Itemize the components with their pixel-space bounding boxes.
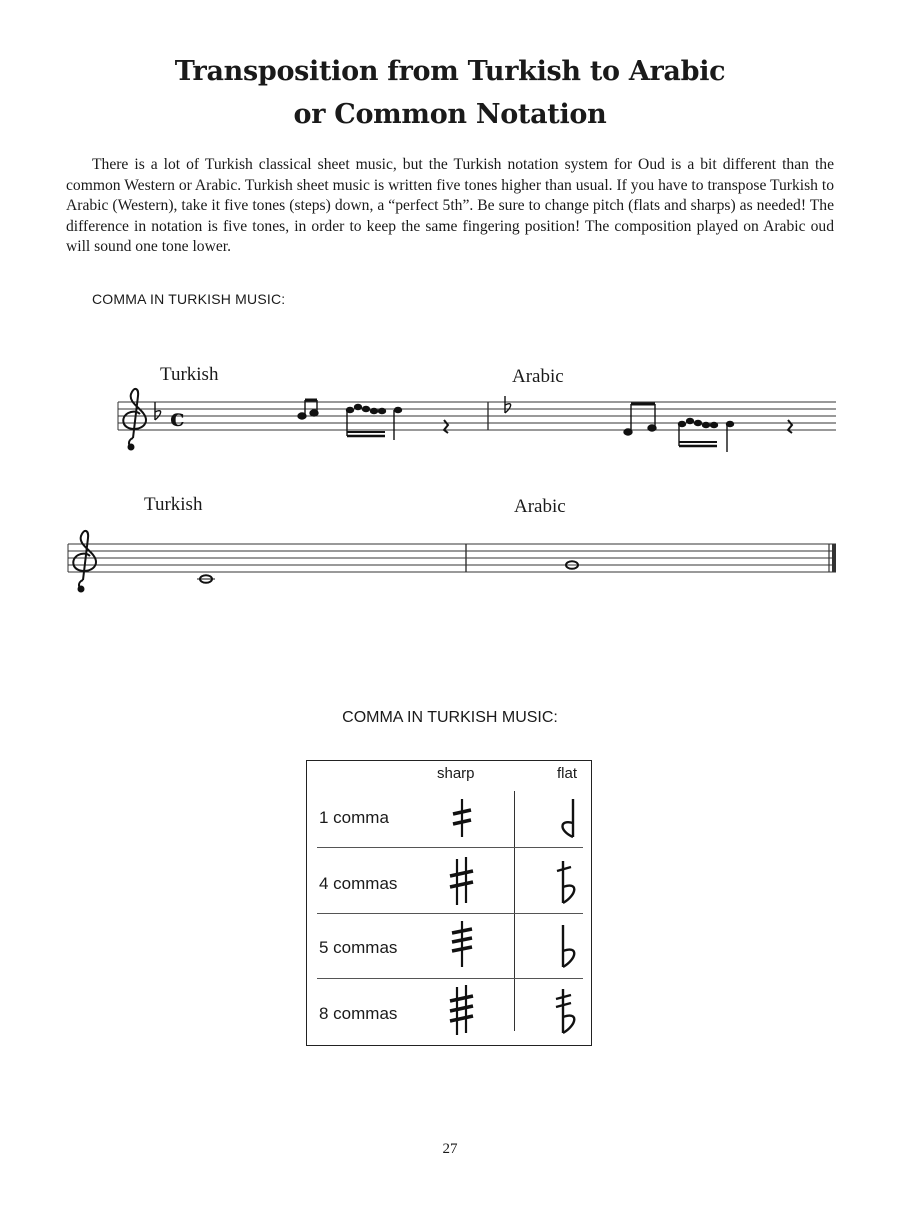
staff1-arabic-notes — [505, 396, 792, 452]
staff1-turkish-notes — [298, 400, 448, 440]
common-time-icon: c — [170, 403, 185, 432]
row-label-5-commas: 5 commas — [319, 938, 398, 957]
row-label-4-commas: 4 commas — [319, 874, 398, 893]
treble-clef-icon — [123, 389, 146, 450]
col-head-flat: flat — [557, 765, 578, 782]
page-title-line-2: or Common Notation — [293, 99, 607, 130]
comma-table — [306, 760, 592, 1046]
four-comma-flat-icon — [557, 861, 574, 903]
eight-comma-sharp-icon — [450, 985, 473, 1035]
treble-clef-icon — [73, 531, 96, 592]
five-comma-sharp-icon — [452, 921, 472, 967]
comma-table-heading: COMMA IN TURKISH MUSIC: — [342, 709, 558, 726]
row-label-8-commas: 8 commas — [319, 1004, 398, 1023]
row-label-1-comma: 1 comma — [319, 808, 389, 827]
staff2-arabic-label: Arabic — [514, 496, 566, 517]
col-head-sharp: sharp — [437, 765, 475, 782]
one-comma-sharp-icon — [453, 799, 471, 837]
one-comma-flat-icon — [563, 799, 574, 837]
intro-paragraph: There is a lot of Turkish classical sheet music, but the Turkish notation system for Oud is a bit different than the common Western or Arabic. Turkish sheet music is written five tones higher than usual. If you have to transpose Turkish to Arabic (Western), take it five tones (steps) down, a “perfect 5th”. Be sure to change pitch (flats and sharps) as needed! The difference in notation is five tones, in order to keep the same fingering position! The composition played on Arabic oud will sound one tone lower. — [66, 156, 834, 256]
flat-sign-icon — [155, 402, 161, 420]
staff2 — [68, 544, 836, 572]
staff1-turkish-label: Turkish — [160, 364, 219, 385]
page-title-line-1: Transposition from Turkish to Arabic — [174, 56, 726, 87]
eight-comma-flat-icon — [556, 989, 574, 1033]
staff2-turkish-label: Turkish — [144, 494, 203, 515]
comma-section-label: COMMA IN TURKISH MUSIC: — [92, 291, 286, 307]
page-number: 27 — [442, 1141, 458, 1157]
four-comma-sharp-icon — [450, 857, 473, 905]
five-comma-flat-icon — [563, 925, 574, 967]
staff1-arabic-label: Arabic — [512, 366, 564, 387]
